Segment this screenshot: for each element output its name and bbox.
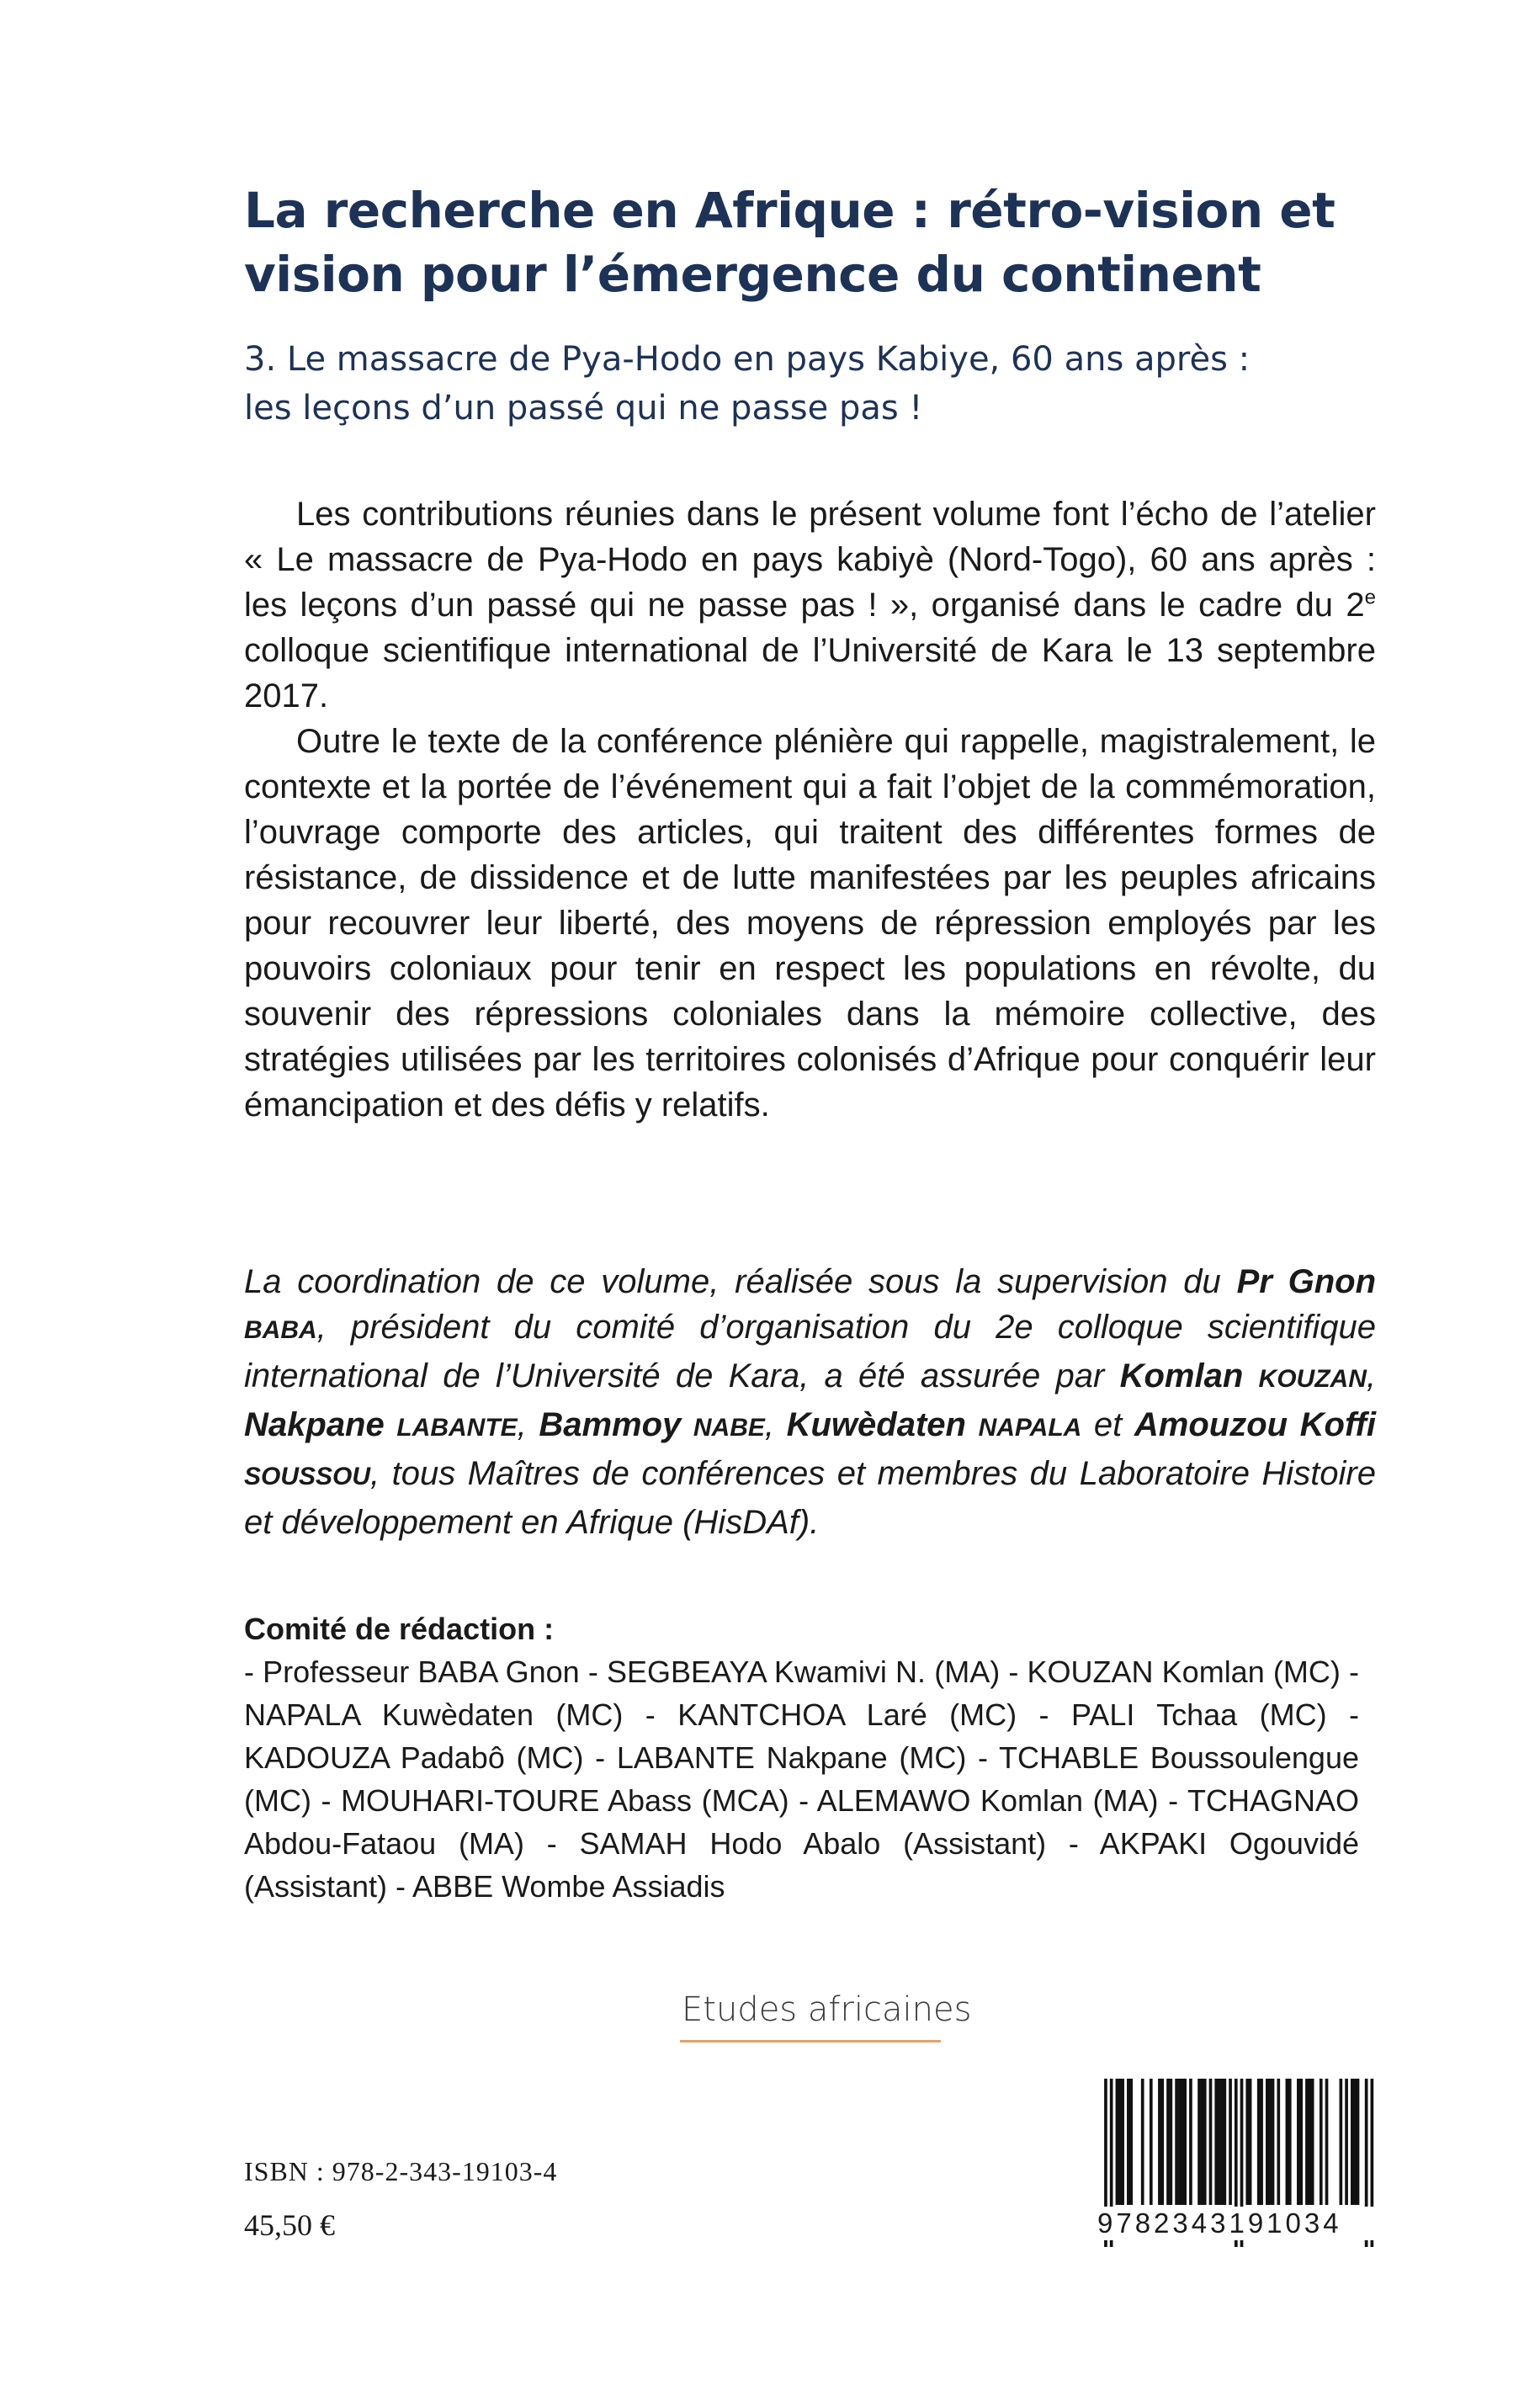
supervisor-first-name: Pr Gnon — [1236, 1263, 1377, 1300]
coordinator-last-name: NABE — [693, 1414, 765, 1442]
book-subtitle — [244, 335, 1372, 433]
barcode-bar — [1308, 2079, 1311, 2205]
barcode-bar — [1121, 2079, 1124, 2205]
barcode-bar — [1218, 2079, 1221, 2205]
coordinator-name — [787, 1406, 1082, 1443]
coordinator-first-name: Kuwèdaten — [786, 1406, 979, 1443]
barcode-bar — [1260, 2079, 1263, 2205]
coordination-middle: , président du comité d’organisation du 2e colloque scientifique international de l’Université de Kara, a été assurée par — [244, 1309, 1376, 1394]
coordinator-name — [1120, 1357, 1367, 1394]
barcode-bar — [1127, 2079, 1130, 2205]
subtitle-line-1: 3. Le massacre de Pya-Hodo en pays Kabiye, 60 ans après : — [244, 340, 1251, 379]
barcode-bar — [1357, 2079, 1360, 2205]
barcode-bar — [1220, 2079, 1224, 2205]
barcode-bar — [1257, 2079, 1261, 2205]
barcode-bar — [1129, 2079, 1133, 2205]
barcode-bar — [1209, 2079, 1213, 2205]
barcode-bar — [1201, 2079, 1204, 2205]
isbn: ISBN : 978-2-343-19103-4 — [244, 2156, 558, 2186]
barcode-bar — [1141, 2079, 1144, 2205]
series-name: Etudes africaines — [682, 1990, 972, 2029]
barcode-bar — [1178, 2079, 1182, 2205]
price: 45,50 € — [244, 2208, 335, 2242]
barcode-bar — [1214, 2079, 1218, 2205]
book-title: La recherche en Afrique : rétro-vision et vision pour l’émergence du continent — [244, 182, 1336, 303]
summary-text — [244, 491, 1376, 1128]
coordinator-last-name: LABANTE — [396, 1414, 518, 1442]
barcode-bar — [1340, 2079, 1343, 2205]
coordinator-separator: et — [1081, 1406, 1134, 1443]
committee-members: - Professeur BABA Gnon - SEGBEAYA Kwamivi N. (MA) - KOUZAN Komlan (MC) - NAPALA Kuwèdaten (MC) - KANTCHOA Laré (MC) - PALI Tchaa (MC) - KADOUZA Padabô (MC) - LABANTE Nakpane (MC) - TCHABLE Boussoulengue (MC) - MOUHARI-TOURE Abass (MCA) - ALEMAWO Komlan (MA) - TCHAGNAO Abdou-Fataou (MA) - SAMAH Hodo Abalo (Assistant) - AKPAKI Ogouvidé (Assistant) - ABBE Wombe Assiadis — [244, 1655, 1359, 1904]
superscript: e — [1364, 586, 1376, 609]
barcode-bar — [1325, 2079, 1329, 2205]
barcode-bar — [1272, 2079, 1275, 2205]
barcode-bar — [1189, 2079, 1192, 2205]
paragraph-1-text-a: Les contributions réunies dans le présent volume font l’écho de l’atelier « Le massacre de Pya-Hodo en pays kabiyè (Nord-Togo), 60 ans après : les leçons d’un passé qui ne passe pas ! », organisé dans le cadre du 2 — [244, 496, 1376, 624]
coordinator-first-name: Amouzou Koffi — [1134, 1406, 1376, 1443]
barcode-bar — [1116, 2079, 1119, 2205]
barcode-bar — [1229, 2079, 1232, 2205]
barcode-bar — [1288, 2079, 1292, 2205]
series-underline — [680, 2040, 941, 2042]
barcode-bar — [1345, 2079, 1348, 2205]
coordinator-last-name: SOUSSOU — [244, 1463, 371, 1490]
subtitle-line-2: les leçons d’un passé qui ne passe pas ! — [244, 389, 923, 428]
barcode-bar — [1197, 2079, 1201, 2205]
coordinator-first-name: Nakpane — [244, 1406, 397, 1443]
barcode-bar — [1286, 2079, 1289, 2205]
supervisor-last-name: BABA — [244, 1316, 317, 1344]
coordinator-last-name: KOUZAN — [1258, 1365, 1367, 1393]
barcode-bar — [1245, 2079, 1249, 2205]
barcode-bar — [1223, 2079, 1226, 2205]
coordinator-separator: , — [517, 1406, 539, 1443]
barcode-bar — [1249, 2079, 1252, 2205]
coordination-intro: La coordination de ce volume, réalisée sous la supervision du — [244, 1263, 1237, 1300]
barcode-bar — [1311, 2079, 1314, 2205]
barcode-bar — [1175, 2079, 1178, 2205]
coordinator-first-name: Bammoy — [539, 1406, 693, 1443]
barcode-digits: 9782343191034 — [1096, 2207, 1383, 2240]
barcode-bar — [1353, 2079, 1357, 2205]
barcode-bar — [1158, 2079, 1161, 2205]
committee-heading: Comité de rédaction : — [244, 1612, 555, 1646]
coordination-outro: , tous Maîtres de conférences et membres du Laboratoire Histoire et développement en Afrique (HisDAf). — [244, 1455, 1376, 1541]
coordinator-last-name: NAPALA — [978, 1414, 1082, 1442]
summary-paragraph-1 — [244, 491, 1376, 719]
coordination-paragraph — [244, 1259, 1376, 1545]
barcode-bar — [1170, 2079, 1173, 2205]
barcode-bar — [1266, 2079, 1269, 2205]
barcode-bar — [1181, 2079, 1184, 2205]
barcode-bar — [1351, 2079, 1354, 2205]
coordinator-separator: , — [764, 1406, 787, 1443]
paragraph-1-text-b: colloque scientifique international de l’Université de Kara le 13 septembre 2017. — [244, 632, 1376, 714]
barcode-bar — [1118, 2079, 1122, 2205]
barcode-bar — [1320, 2079, 1323, 2205]
barcode-bar — [1166, 2079, 1170, 2205]
summary-paragraph-2: Outre le texte de la conférence plénière qui rappelle, magistralement, le contexte et la portée de l’événement qui a fait l’objet de la commémoration, l’ouvrage comporte des articles, qui traitent des différentes formes de résistance, de dissidence et de lutte manifestées par les peuples africains pour recouvrer leur liberté, des moyens de répression employés par les pouvoirs coloniaux pour tenir en respect les populations en révolte, du souvenir des répressions coloniales dans la mémoire collective, des stratégies utilisées par les territoires colonisés d’Afrique pour conquérir leur émancipation et des défis y relatifs. — [244, 723, 1376, 1123]
barcode-bar — [1277, 2079, 1280, 2205]
barcode-bar — [1297, 2079, 1300, 2205]
coordinator-first-name: Komlan — [1119, 1357, 1259, 1394]
barcode-bar — [1299, 2079, 1303, 2205]
coordinator-name — [244, 1406, 518, 1443]
barcode-bar — [1305, 2079, 1309, 2205]
barcode-bar — [1150, 2079, 1153, 2205]
editorial-committee — [244, 1607, 1359, 1908]
barcode-bar — [1268, 2079, 1272, 2205]
coordinator-name — [539, 1406, 765, 1443]
barcode-bar — [1160, 2079, 1164, 2205]
coordinator-separator: , — [1366, 1357, 1376, 1394]
barcode-bar — [1183, 2079, 1187, 2205]
barcode-bar — [1203, 2079, 1207, 2205]
